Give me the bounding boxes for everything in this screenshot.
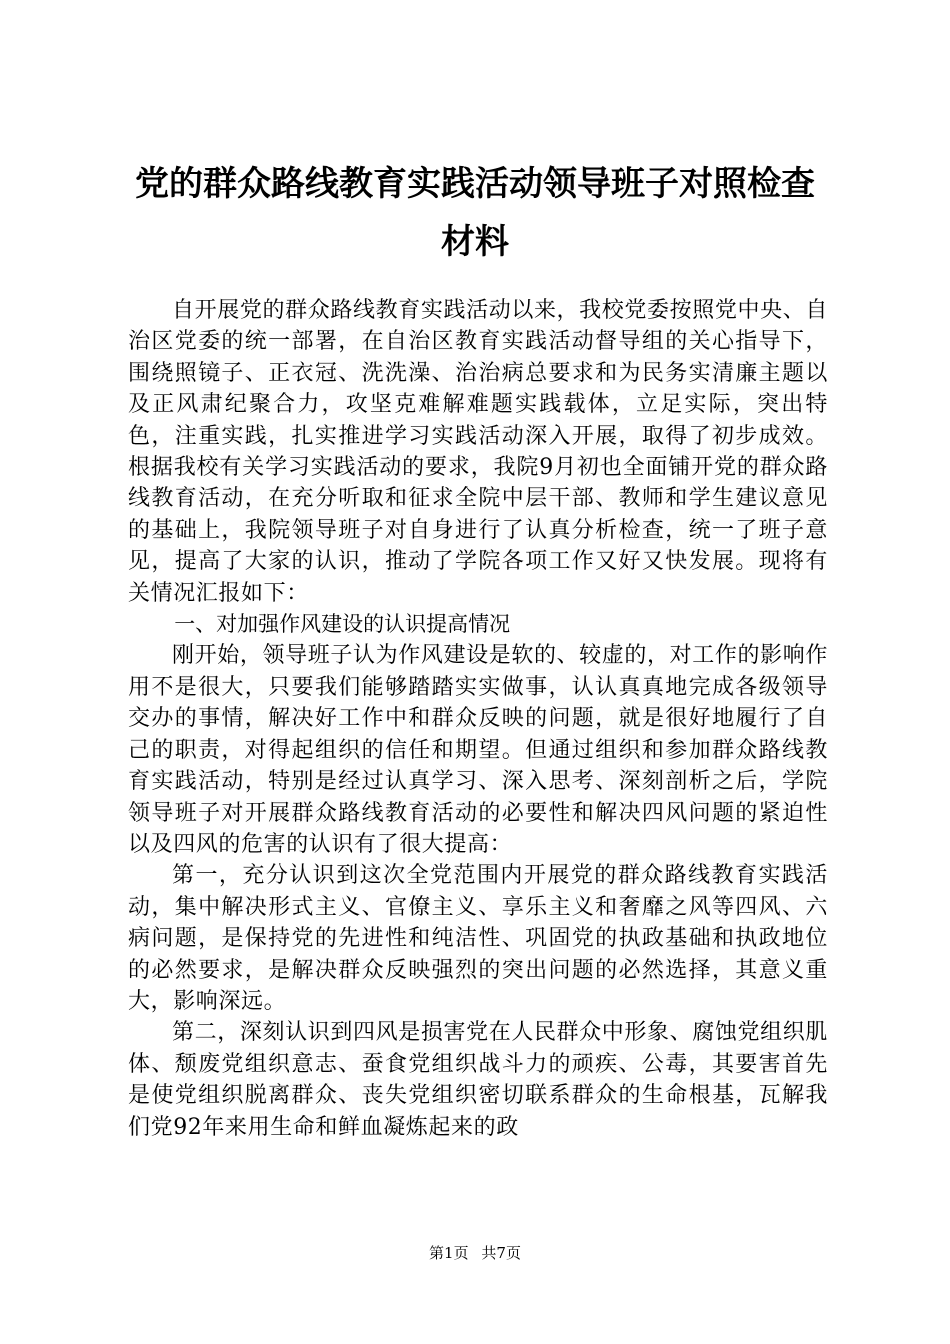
total-pages: 7 — [496, 1244, 506, 1262]
document-title-line-2: 材料 — [441, 222, 509, 262]
page-footer — [0, 1243, 950, 1263]
body-paragraph: 第二，深刻认识到四风是损害党在人民群众中形象、腐蚀党组织肌体、颓废党组织意志、蚕食党组织战斗力的顽疾、公毒，其要害首先是使党组织脱离群众、丧失党组织密切联系群众的生命根基，瓦解我们党92年来用生命和鲜血凝炼起来的政 — [128, 1020, 828, 1140]
page-indicator: 第1页 — [429, 1244, 469, 1262]
body-paragraph: 刚开始，领导班子认为作风建设是软的、较虚的，对工作的影响作用不是很大，只要我们能够踏踏实实做事，认认真真地完成各级领导交办的事情，解决好工作中和群众反映的问题，就是很好地履行了自己的职责，对得起组织的信任和期望。但通过组织和参加群众路线教育实践活动，特别是经过认真学习、深入思考、深刻剖析之后，学院领导班子对开展群众路线教育活动的必要性和解决四风问题的紧迫性以及四风的危害的认识有了很大提高： — [128, 643, 828, 857]
body-paragraph: 第一，充分认识到这次全党范围内开展党的群众路线教育实践活动，集中解决形式主义、官僚主义、享乐主义和奢靡之风等四风、六病问题，是保持党的先进性和纯洁性、巩固党的执政基础和执政地位的必然要求，是解决群众反映强烈的突出问题的必然选择，其意义重大，影响深远。 — [128, 863, 828, 1014]
intro-paragraph: 自开展党的群众路线教育实践活动以来，我校党委按照党中央、自治区党委的统一部署，在自治区教育实践活动督导组的关心指导下，围绕照镜子、正衣冠、洗洗澡、治治病总要求和为民务实清廉主题以及正风肃纪聚合力，攻坚克难解难题实践载体，立足实际，突出特色，注重实践，扎实推进学习实践活动深入开展，取得了初步成效。根据我校有关学习实践活动的要求，我院9月初也全面铺开党的群众路线教育活动，在充分听取和征求全院中层干部、教师和学生建议意见的基础上，我院领导班子对自身进行了认真分析检查，统一了班子意见，提高了大家的认识，推动了学院各项工作又好又快发展。现将有关情况汇报如下： — [128, 298, 828, 606]
section-heading: 一、对加强作风建设的认识提高情况 — [174, 612, 511, 637]
page-total: 共7页 — [481, 1244, 521, 1262]
document-body — [128, 295, 828, 1143]
page-number: 1 — [444, 1244, 454, 1262]
document-title-line-1: 党的群众路线教育实践活动领导班子对照检查 — [135, 164, 815, 204]
